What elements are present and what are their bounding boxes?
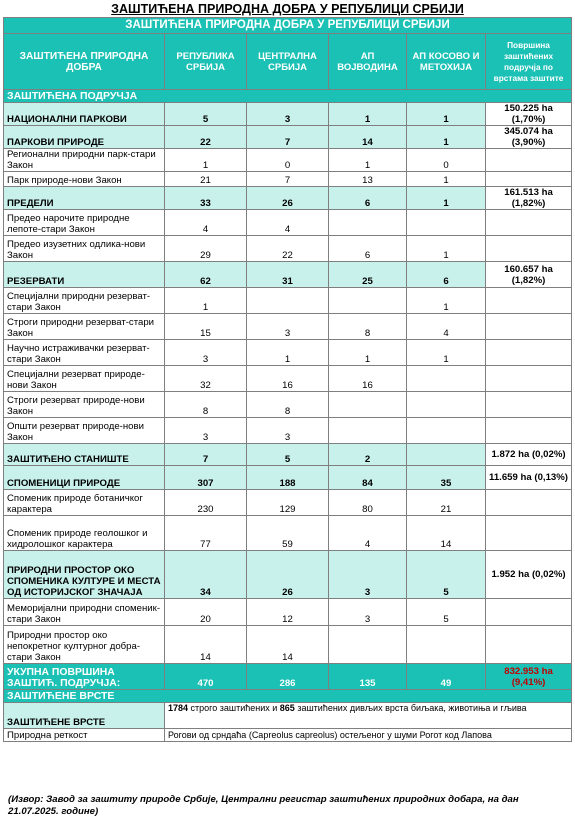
row-label: ЗАШТИЋЕНО СТАНИШТЕ — [4, 444, 165, 466]
row-label: Парк природе-нови Закон — [4, 172, 165, 187]
cell-area: 345.074 ha (3,90%) — [486, 126, 572, 149]
cell-vojvodina: 14 — [329, 126, 407, 149]
cell-kosovo: 6 — [407, 262, 486, 288]
cell-kosovo: 1 — [407, 103, 486, 126]
rarity-row — [4, 729, 572, 742]
subcategory-row — [4, 392, 572, 418]
cell-serbia: 3 — [165, 418, 247, 444]
cell-area: 150.225 ha (1,70%) — [486, 103, 572, 126]
cell-area — [486, 314, 572, 340]
cell-vojvodina — [329, 392, 407, 418]
total-vojvodina: 135 — [329, 664, 407, 690]
row-label: РЕЗЕРВАТИ — [4, 262, 165, 288]
cell-serbia: 4 — [165, 210, 247, 236]
cell-serbia: 62 — [165, 262, 247, 288]
cell-kosovo: 1 — [407, 126, 486, 149]
cell-area — [486, 516, 572, 551]
species-text-part: 865 — [279, 703, 295, 713]
cell-vojvodina — [329, 210, 407, 236]
row-label: Научно истраживачки резерват-стари Закон — [4, 340, 165, 366]
cell-central-serbia: 7 — [247, 126, 329, 149]
category-row — [4, 126, 572, 149]
total-area: 832.953 ha (9,41%) — [486, 664, 572, 690]
cell-central-serbia: 5 — [247, 444, 329, 466]
subcategory-row — [4, 314, 572, 340]
cell-serbia: 77 — [165, 516, 247, 551]
section-protected-areas: ЗАШТИЋЕНА ПОДРУЧЈА — [4, 90, 572, 103]
cell-vojvodina: 25 — [329, 262, 407, 288]
cell-central-serbia: 188 — [247, 466, 329, 490]
subcategory-row — [4, 626, 572, 664]
subcategory-row — [4, 340, 572, 366]
cell-serbia: 32 — [165, 366, 247, 392]
row-label: Споменик природе ботаничког карактера — [4, 490, 165, 516]
row-label: Строги резерват природе-нови Закон — [4, 392, 165, 418]
cell-vojvodina: 3 — [329, 551, 407, 599]
cell-area — [486, 288, 572, 314]
cell-central-serbia: 1 — [247, 340, 329, 366]
rarity-description: Рогови од срндаћа (Capreolus capreolus) остељеног у шуми Рогот код Лапова — [165, 729, 572, 742]
total-label: УКУПНА ПОВРШИНА ЗАШТИЋ. ПОДРУЧЈА: — [4, 664, 165, 690]
subcategory-row — [4, 149, 572, 172]
cell-vojvodina: 2 — [329, 444, 407, 466]
cell-vojvodina: 80 — [329, 490, 407, 516]
cell-area — [486, 236, 572, 262]
cell-vojvodina: 1 — [329, 340, 407, 366]
category-row — [4, 262, 572, 288]
total-row — [4, 664, 572, 690]
cell-serbia: 7 — [165, 444, 247, 466]
category-row — [4, 187, 572, 210]
cell-serbia: 34 — [165, 551, 247, 599]
species-description — [165, 703, 572, 729]
category-row — [4, 444, 572, 466]
cell-kosovo: 1 — [407, 236, 486, 262]
subcategory-row — [4, 210, 572, 236]
cell-central-serbia: 26 — [247, 551, 329, 599]
cell-vojvodina: 4 — [329, 516, 407, 551]
row-label: Регионални природни парк-стари Закон — [4, 149, 165, 172]
cell-area — [486, 626, 572, 664]
cell-vojvodina — [329, 288, 407, 314]
cell-central-serbia: 3 — [247, 418, 329, 444]
row-label: ПРИРОДНИ ПРОСТОР ОКО СПОМЕНИКА КУЛТУРЕ И МЕСТА ОД ИСТОРИЈСКОГ ЗНАЧАЈА — [4, 551, 165, 599]
species-text-part: заштићених дивљих врста биљака, животиња и гљива — [294, 703, 527, 713]
row-label: Предео изузетних одлика-нови Закон — [4, 236, 165, 262]
cell-area — [486, 172, 572, 187]
cell-vojvodina — [329, 418, 407, 444]
row-label: СПОМЕНИЦИ ПРИРОДЕ — [4, 466, 165, 490]
header-serbia: РЕПУБЛИКА СРБИЈА — [165, 34, 247, 90]
category-row — [4, 551, 572, 599]
cell-central-serbia: 59 — [247, 516, 329, 551]
cell-kosovo: 0 — [407, 149, 486, 172]
cell-kosovo: 1 — [407, 288, 486, 314]
cell-central-serbia: 0 — [247, 149, 329, 172]
row-label: Предео нарочите природне лепоте-стари Закон — [4, 210, 165, 236]
cell-vojvodina: 6 — [329, 187, 407, 210]
cell-vojvodina — [329, 626, 407, 664]
header-area: Површина заштићених подручја по врстама заштите — [486, 34, 572, 90]
subcategory-row — [4, 288, 572, 314]
cell-vojvodina: 1 — [329, 103, 407, 126]
cell-kosovo — [407, 444, 486, 466]
cell-serbia: 3 — [165, 340, 247, 366]
rarity-label: Природна реткост — [4, 729, 165, 742]
cell-area: 161.513 ha (1,82%) — [486, 187, 572, 210]
cell-kosovo — [407, 392, 486, 418]
header-name: ЗАШТИЋЕНА ПРИРОДНА ДОБРА — [4, 34, 165, 90]
row-label: Споменик природе геолошког и хидролошког карактера — [4, 516, 165, 551]
cell-area: 1.872 ha (0,02%) — [486, 444, 572, 466]
table-title: ЗАШТИЋЕНА ПРИРОДНА ДОБРА У РЕПУБЛИЦИ СРБИЈИ — [4, 18, 572, 34]
cell-area: 1.952 ha (0,02%) — [486, 551, 572, 599]
row-label: Специјални резерват природе-нови Закон — [4, 366, 165, 392]
cell-central-serbia: 22 — [247, 236, 329, 262]
cell-kosovo — [407, 366, 486, 392]
cell-kosovo: 1 — [407, 172, 486, 187]
cell-serbia: 33 — [165, 187, 247, 210]
category-row — [4, 466, 572, 490]
cell-vojvodina: 8 — [329, 314, 407, 340]
cell-kosovo: 14 — [407, 516, 486, 551]
cell-area — [486, 340, 572, 366]
cell-central-serbia: 31 — [247, 262, 329, 288]
cell-serbia: 20 — [165, 599, 247, 626]
cell-vojvodina: 1 — [329, 149, 407, 172]
cell-vojvodina: 16 — [329, 366, 407, 392]
cell-central-serbia: 3 — [247, 103, 329, 126]
subcategory-row — [4, 366, 572, 392]
cell-central-serbia: 14 — [247, 626, 329, 664]
cell-central-serbia: 26 — [247, 187, 329, 210]
row-label: Специјални природни резерват-стари Закон — [4, 288, 165, 314]
subcategory-row — [4, 516, 572, 551]
cell-serbia: 29 — [165, 236, 247, 262]
cell-vojvodina: 84 — [329, 466, 407, 490]
cell-vojvodina: 13 — [329, 172, 407, 187]
cell-central-serbia: 16 — [247, 366, 329, 392]
species-label: ЗАШТИЋЕНЕ ВРСТЕ — [4, 703, 165, 729]
cell-serbia: 8 — [165, 392, 247, 418]
cell-serbia: 230 — [165, 490, 247, 516]
page-title: ЗАШТИЋЕНА ПРИРОДНА ДОБРА У РЕПУБЛИЦИ СРБИЈИ — [111, 2, 464, 16]
cell-kosovo — [407, 418, 486, 444]
subcategory-row — [4, 599, 572, 626]
source-note: (Извор: Завод за заштиту природе Србије, Централни регистар заштићених природних добара, на дан 21.07.2025. године) — [8, 794, 519, 817]
species-text-part: 1784 — [168, 703, 189, 713]
subcategory-row — [4, 418, 572, 444]
cell-kosovo: 5 — [407, 599, 486, 626]
cell-serbia: 15 — [165, 314, 247, 340]
species-text-part: строго заштићених и — [188, 703, 280, 713]
cell-serbia: 307 — [165, 466, 247, 490]
cell-area — [486, 490, 572, 516]
protected-areas-table — [3, 17, 572, 742]
cell-serbia: 14 — [165, 626, 247, 664]
cell-central-serbia: 8 — [247, 392, 329, 418]
cell-central-serbia: 7 — [247, 172, 329, 187]
cell-serbia: 5 — [165, 103, 247, 126]
subcategory-row — [4, 236, 572, 262]
cell-serbia: 1 — [165, 149, 247, 172]
cell-kosovo: 21 — [407, 490, 486, 516]
cell-area — [486, 149, 572, 172]
cell-kosovo: 35 — [407, 466, 486, 490]
header-central-serbia: ЦЕНТРАЛНА СРБИЈА — [247, 34, 329, 90]
cell-kosovo — [407, 210, 486, 236]
cell-area — [486, 418, 572, 444]
cell-area: 160.657 ha (1,82%) — [486, 262, 572, 288]
row-label: Општи резерват природе-нови Закон — [4, 418, 165, 444]
cell-area — [486, 210, 572, 236]
cell-central-serbia: 12 — [247, 599, 329, 626]
total-kosovo: 49 — [407, 664, 486, 690]
row-label: Природни простор око непокретног културног добра-стари Закон — [4, 626, 165, 664]
row-label: ПАРКОВИ ПРИРОДЕ — [4, 126, 165, 149]
row-label: Меморијални природни споменик-стари Закон — [4, 599, 165, 626]
cell-serbia: 1 — [165, 288, 247, 314]
total-serbia: 470 — [165, 664, 247, 690]
row-label: Строги природни резерват-стари Закон — [4, 314, 165, 340]
cell-kosovo: 4 — [407, 314, 486, 340]
cell-area — [486, 599, 572, 626]
subcategory-row — [4, 172, 572, 187]
header-vojvodina: АП ВОЈВОДИНА — [329, 34, 407, 90]
cell-area — [486, 392, 572, 418]
cell-kosovo: 1 — [407, 340, 486, 366]
cell-area: 11.659 ha (0,13%) — [486, 466, 572, 490]
section-protected-species: ЗАШТИЋЕНЕ ВРСТЕ — [4, 690, 572, 703]
header-kosovo: АП КОСОВО И МЕТОХИЈА — [407, 34, 486, 90]
cell-kosovo: 5 — [407, 551, 486, 599]
cell-kosovo — [407, 626, 486, 664]
cell-central-serbia: 129 — [247, 490, 329, 516]
cell-serbia: 21 — [165, 172, 247, 187]
cell-central-serbia — [247, 288, 329, 314]
cell-central-serbia: 4 — [247, 210, 329, 236]
row-label: ПРЕДЕЛИ — [4, 187, 165, 210]
category-row — [4, 103, 572, 126]
cell-kosovo: 1 — [407, 187, 486, 210]
cell-serbia: 22 — [165, 126, 247, 149]
total-central-serbia: 286 — [247, 664, 329, 690]
cell-vojvodina: 3 — [329, 599, 407, 626]
cell-central-serbia: 3 — [247, 314, 329, 340]
species-row — [4, 703, 572, 729]
cell-area — [486, 366, 572, 392]
cell-vojvodina: 6 — [329, 236, 407, 262]
row-label: НАЦИОНАЛНИ ПАРКОВИ — [4, 103, 165, 126]
subcategory-row — [4, 490, 572, 516]
